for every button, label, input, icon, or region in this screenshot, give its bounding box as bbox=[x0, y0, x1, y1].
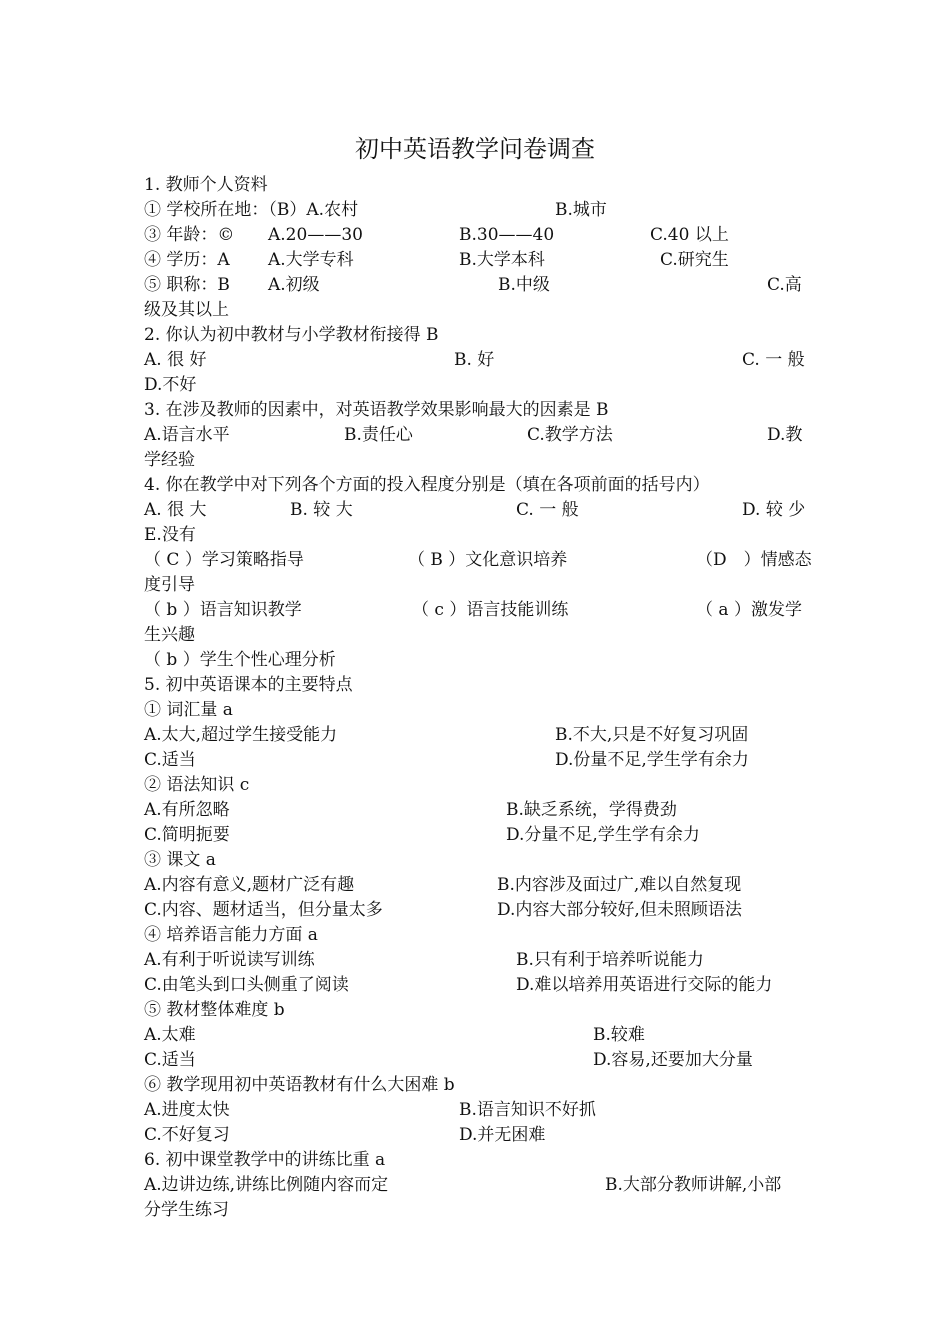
line-text: 级及其以上 bbox=[144, 300, 229, 320]
line-cell: A.有所忽略 bbox=[144, 800, 230, 820]
text-line bbox=[144, 198, 810, 223]
line-cell: B.不大,只是不好复习巩固 bbox=[555, 725, 749, 745]
line-cell: B.较难 bbox=[593, 1025, 645, 1045]
line-cell: B. 好 bbox=[454, 350, 495, 370]
page-title: 初中英语教学问卷调查 bbox=[355, 135, 595, 163]
line-cell: A.大学专科 bbox=[268, 250, 354, 270]
text-line bbox=[144, 598, 810, 623]
line-cell: C. 一 般 bbox=[516, 500, 579, 520]
line-text: 度引导 bbox=[144, 575, 195, 595]
line-cell: C.内容、题材适当，但分量太多 bbox=[144, 900, 383, 920]
line-text: ② 语法知识 c bbox=[144, 775, 250, 795]
line-cell: （ b ）语言知识教学 bbox=[144, 600, 302, 620]
text-line bbox=[144, 673, 810, 698]
line-cell: D.难以培养用英语进行交际的能力 bbox=[516, 975, 773, 995]
text-line bbox=[144, 523, 810, 548]
text-line bbox=[144, 473, 810, 498]
line-cell: A.边讲边练,讲练比例随内容而定 bbox=[144, 1175, 389, 1195]
text-line bbox=[144, 748, 810, 773]
text-line bbox=[144, 873, 810, 898]
line-cell: D.内容大部分较好,但未照顾语法 bbox=[497, 900, 742, 920]
text-line bbox=[144, 1073, 810, 1098]
line-cell: B.大学本科 bbox=[459, 250, 545, 270]
text-line bbox=[144, 848, 810, 873]
text-line bbox=[144, 1098, 810, 1123]
line-cell: C.适当 bbox=[144, 750, 196, 770]
text-line bbox=[144, 173, 810, 198]
text-line bbox=[144, 248, 810, 273]
line-text: D.不好 bbox=[144, 375, 197, 395]
text-line bbox=[144, 798, 810, 823]
line-cell: B.30——40 bbox=[459, 225, 555, 245]
line-cell: B.责任心 bbox=[344, 425, 413, 445]
line-cell: A.20——30 bbox=[268, 225, 363, 245]
questionnaire-body bbox=[144, 173, 810, 1223]
line-cell: B.城市 bbox=[555, 200, 607, 220]
text-line bbox=[144, 1198, 810, 1223]
line-text: ① 词汇量 a bbox=[144, 700, 233, 720]
line-cell: A. 很 好 bbox=[144, 350, 207, 370]
text-line bbox=[144, 223, 810, 248]
line-cell: （D ）情感态 bbox=[696, 550, 812, 570]
line-cell: A.进度太快 bbox=[144, 1100, 230, 1120]
line-cell: A.语言水平 bbox=[144, 425, 230, 445]
text-line bbox=[144, 1023, 810, 1048]
text-line bbox=[144, 1173, 810, 1198]
line-cell: B.内容涉及面过广,难以自然复现 bbox=[497, 875, 742, 895]
text-line bbox=[144, 323, 810, 348]
line-cell: （ a ）激发学 bbox=[696, 600, 802, 620]
line-cell: D. 较 少 bbox=[742, 500, 806, 520]
line-cell: C. 一 般 bbox=[742, 350, 805, 370]
line-text: ③ 课文 a bbox=[144, 850, 216, 870]
line-cell: D.并无困难 bbox=[459, 1125, 546, 1145]
text-line bbox=[144, 648, 810, 673]
text-line bbox=[144, 623, 810, 648]
line-cell: B.语言知识不好抓 bbox=[459, 1100, 596, 1120]
line-cell: B.只有利于培养听说能力 bbox=[516, 950, 704, 970]
line-cell: B.缺乏系统，学得费劲 bbox=[506, 800, 677, 820]
line-cell: A. 很 大 bbox=[144, 500, 207, 520]
line-text: 生兴趣 bbox=[144, 625, 195, 645]
line-text: ⑥ 教学现用初中英语教材有什么大困难 b bbox=[144, 1075, 455, 1095]
line-cell: C.教学方法 bbox=[527, 425, 613, 445]
line-cell: C.40 以上 bbox=[650, 225, 729, 245]
line-cell: D.分量不足,学生学有余力 bbox=[506, 825, 700, 845]
line-cell: A.内容有意义,题材广泛有趣 bbox=[144, 875, 355, 895]
line-cell: C.简明扼要 bbox=[144, 825, 230, 845]
text-line bbox=[144, 1148, 810, 1173]
text-line bbox=[144, 823, 810, 848]
line-text: 5. 初中英语课本的主要特点 bbox=[144, 675, 353, 695]
text-line bbox=[144, 1123, 810, 1148]
line-text: 6. 初中课堂教学中的讲练比重 a bbox=[144, 1150, 386, 1170]
text-line bbox=[144, 273, 810, 298]
line-cell: A.太难 bbox=[144, 1025, 196, 1045]
line-cell: A.有利于听说读写训练 bbox=[144, 950, 315, 970]
text-line bbox=[144, 448, 810, 473]
line-cell: D.教 bbox=[767, 425, 803, 445]
text-line bbox=[144, 548, 810, 573]
text-line bbox=[144, 923, 810, 948]
text-line bbox=[144, 973, 810, 998]
line-cell: D.容易,还要加大分量 bbox=[593, 1050, 753, 1070]
text-line bbox=[144, 298, 810, 323]
line-cell: B.大部分教师讲解,小部 bbox=[605, 1175, 782, 1195]
text-line bbox=[144, 498, 810, 523]
text-line bbox=[144, 723, 810, 748]
line-cell: ④ 学历：A bbox=[144, 250, 230, 270]
text-line bbox=[144, 573, 810, 598]
line-text: （ b ）学生个性心理分析 bbox=[144, 650, 336, 670]
text-line bbox=[144, 898, 810, 923]
line-text: 4. 你在教学中对下列各个方面的投入程度分别是（填在各项前面的括号内） bbox=[144, 475, 710, 495]
text-line bbox=[144, 373, 810, 398]
line-text: E.没有 bbox=[144, 525, 196, 545]
text-line bbox=[144, 1048, 810, 1073]
line-cell: （ c ）语言技能训练 bbox=[412, 600, 569, 620]
line-text: 分学生练习 bbox=[144, 1200, 229, 1220]
line-cell: B.中级 bbox=[498, 275, 550, 295]
line-text: 学经验 bbox=[144, 450, 195, 470]
line-text: 3. 在涉及教师的因素中，对英语教学效果影响最大的因素是 B bbox=[144, 400, 609, 420]
line-cell: B. 较 大 bbox=[290, 500, 353, 520]
line-text: ⑤ 教材整体难度 b bbox=[144, 1000, 285, 1020]
text-line bbox=[144, 698, 810, 723]
line-cell: A.太大,超过学生接受能力 bbox=[144, 725, 338, 745]
line-cell: ③ 年龄：© bbox=[144, 225, 235, 245]
line-cell: C.由笔头到口头侧重了阅读 bbox=[144, 975, 349, 995]
text-line bbox=[144, 998, 810, 1023]
text-line bbox=[144, 773, 810, 798]
line-cell: （ C ）学习策略指导 bbox=[144, 550, 304, 570]
line-text: 1. 教师个人资料 bbox=[144, 175, 268, 195]
line-text: ④ 培养语言能力方面 a bbox=[144, 925, 318, 945]
line-cell: C.研究生 bbox=[660, 250, 729, 270]
line-cell: C.不好复习 bbox=[144, 1125, 230, 1145]
line-cell: C.适当 bbox=[144, 1050, 196, 1070]
line-cell: A.初级 bbox=[268, 275, 320, 295]
line-cell: （ B ）文化意识培养 bbox=[408, 550, 568, 570]
text-line bbox=[144, 423, 810, 448]
line-text: 2. 你认为初中教材与小学教材衔接得 B bbox=[144, 325, 439, 345]
line-cell: ⑤ 职称：B bbox=[144, 275, 230, 295]
line-cell: D.份量不足,学生学有余力 bbox=[555, 750, 749, 770]
text-line bbox=[144, 948, 810, 973]
text-line bbox=[144, 348, 810, 373]
text-line bbox=[144, 398, 810, 423]
line-cell: C.高 bbox=[767, 275, 802, 295]
line-cell: ① 学校所在地：（B）A.农村 bbox=[144, 200, 359, 220]
